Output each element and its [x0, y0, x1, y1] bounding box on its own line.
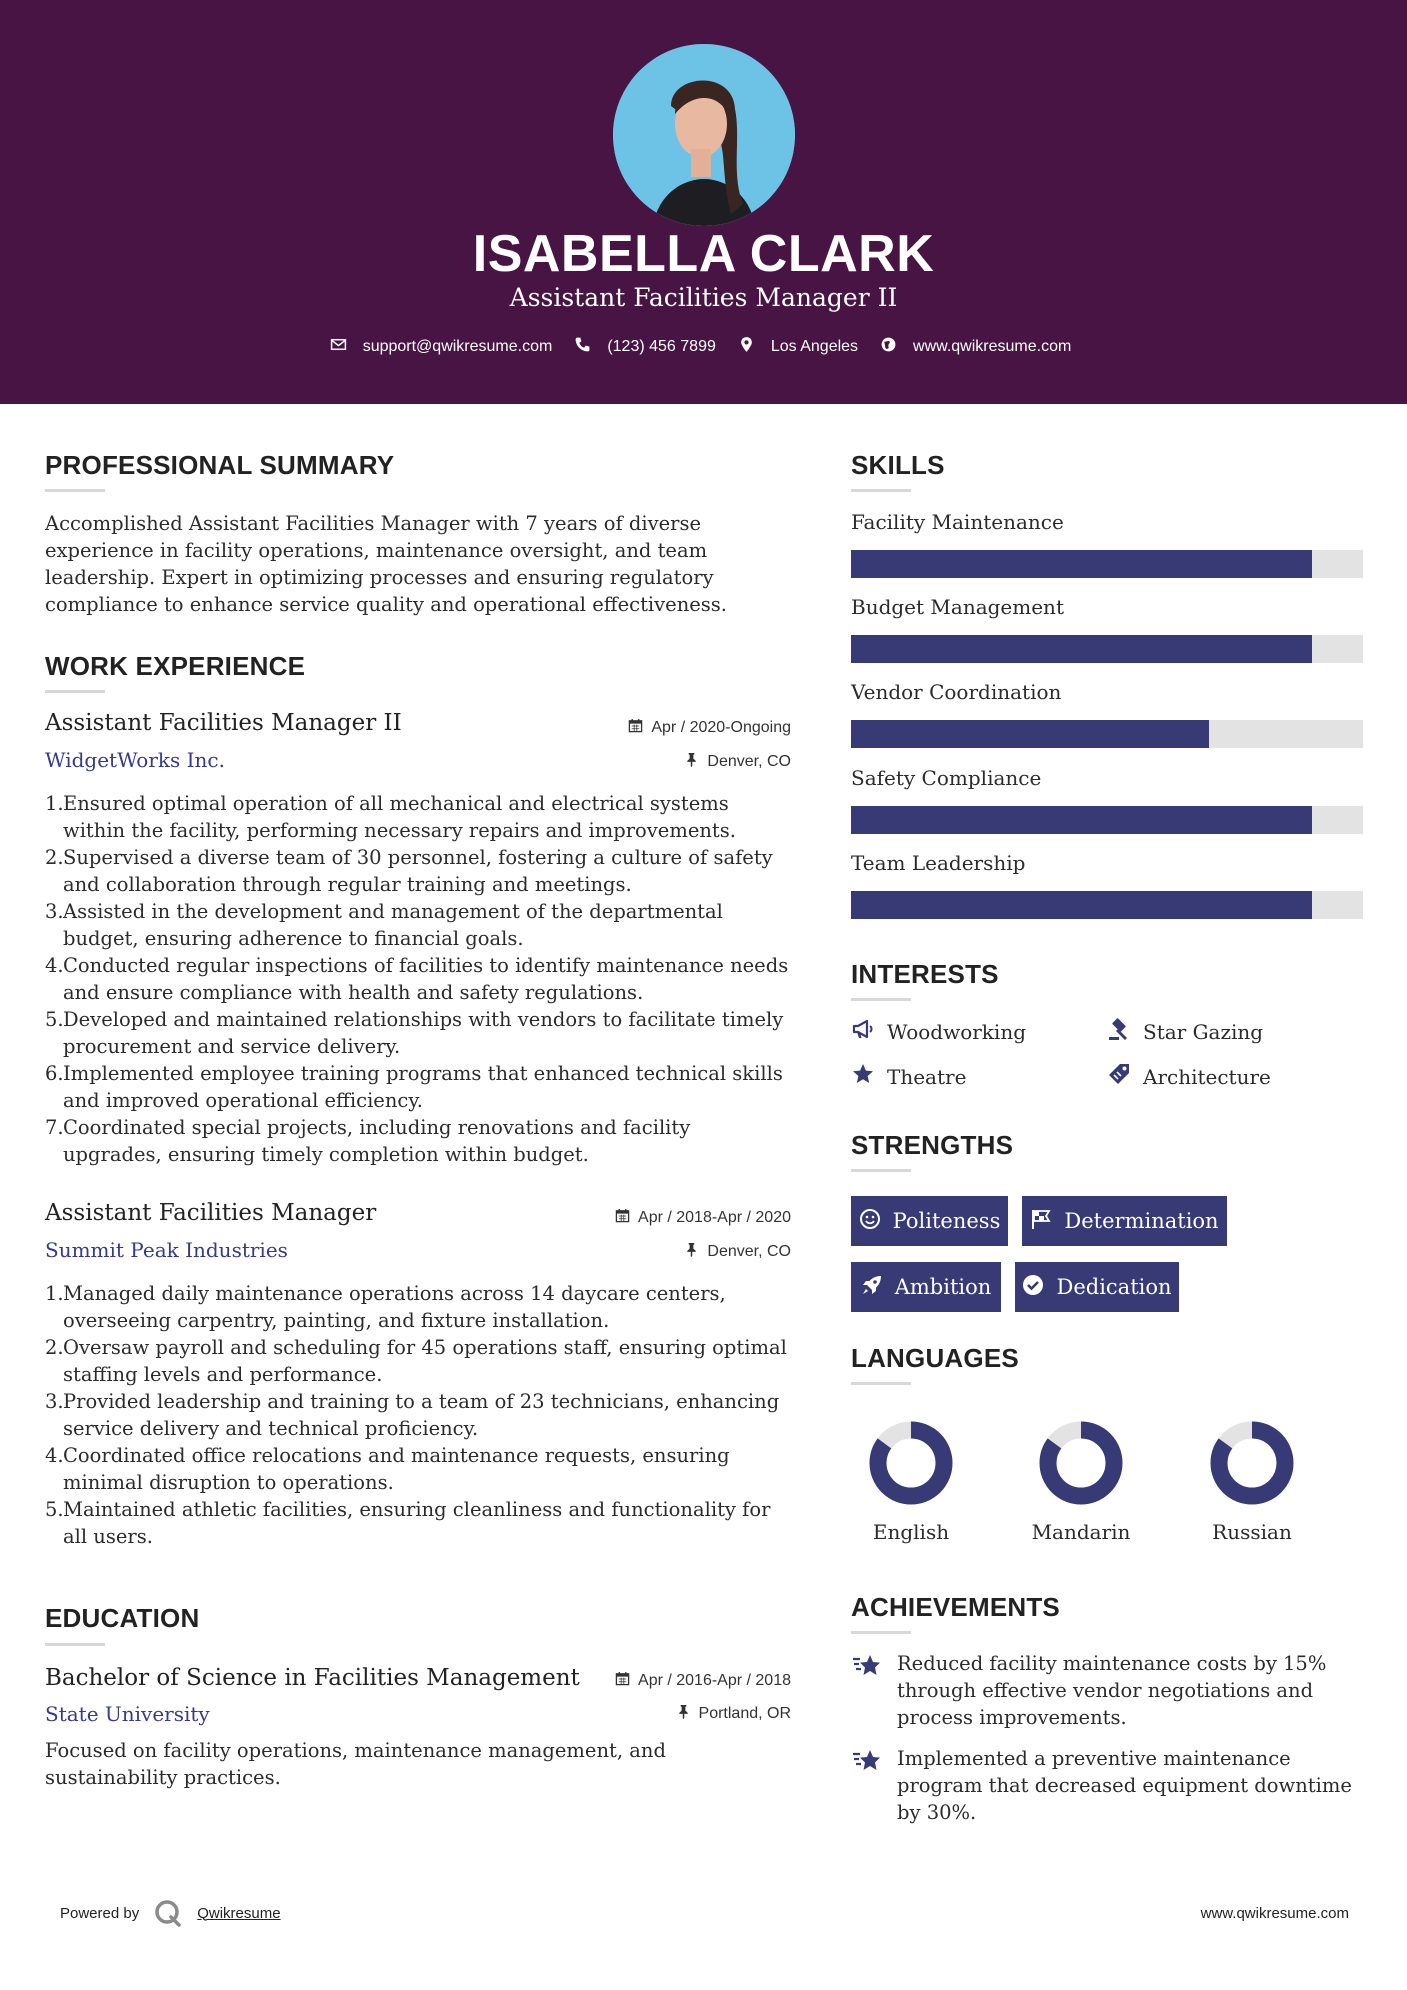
list-item: 7. Coordinated special projects, including renovations and facility upgrades, ensuring timely completion within budget. [45, 1116, 691, 1166]
contact-website[interactable] [880, 336, 1071, 358]
strength-label: Politeness [892, 1209, 1001, 1233]
skill-bar-track [851, 891, 1363, 919]
education-header [45, 1663, 791, 1703]
list-item: 2. Oversaw payroll and scheduling for 45 operations staff, ensuring optimal staffing levels and performance. [45, 1336, 787, 1386]
school-name: State University [45, 1702, 210, 1726]
job-location-text: Denver, CO [707, 753, 791, 770]
check-circle-icon [1022, 1274, 1044, 1301]
rocket-icon [861, 1274, 883, 1301]
job-2-bullets [45, 1280, 795, 1550]
strength-label: Determination [1064, 1209, 1219, 1233]
language-item [1011, 1418, 1151, 1544]
skill-bar-fill [851, 891, 1312, 919]
list-item: 1. Ensured optimal operation of all mechanical and electrical systems within the facility, performing necessary repairs and improvements. [45, 792, 736, 842]
strength-badge [1015, 1262, 1179, 1312]
language-donut [866, 1418, 956, 1508]
languages-heading: LANGUAGES [851, 1343, 1019, 1373]
job-title: Assistant Facilities Manager II [45, 710, 402, 736]
strength-badge [851, 1262, 1001, 1312]
shooting-star-icon [851, 1745, 883, 1826]
interest-item [851, 1062, 966, 1091]
skill-bar-track [851, 550, 1363, 578]
powered-by-text: Powered by [60, 1904, 140, 1922]
contact-bar [0, 336, 1407, 358]
skills-divider [851, 489, 911, 492]
smile-icon [859, 1208, 881, 1235]
interest-label: Woodworking [887, 1019, 1027, 1044]
skill-bar-fill [851, 635, 1312, 663]
skill-bar-track [851, 806, 1363, 834]
list-item: 2. Supervised a diverse team of 30 personnel, fostering a culture of safety and collaboration through regular training and meetings. [45, 846, 773, 896]
achievements-divider [851, 1631, 911, 1634]
skill-name: Budget Management [851, 595, 1064, 619]
calendar-icon [628, 718, 643, 738]
achievements-heading: ACHIEVEMENTS [851, 1592, 1060, 1622]
strength-badge [1022, 1196, 1227, 1246]
language-name: Mandarin [1031, 1520, 1131, 1544]
language-item [841, 1418, 981, 1544]
education-location [676, 1704, 791, 1724]
globe-icon [880, 336, 897, 358]
job-dates-text: Apr / 2018-Apr / 2020 [638, 1209, 791, 1226]
email-text: support@qwikresume.com [362, 338, 553, 355]
candidate-name: ISABELLA CLARK [472, 225, 935, 283]
education-dates-text: Apr / 2016-Apr / 2018 [638, 1672, 791, 1689]
tag-icon [1107, 1062, 1131, 1091]
calendar-icon [615, 1671, 630, 1691]
language-donut [1036, 1418, 1126, 1508]
job-company: Summit Peak Industries [45, 1238, 288, 1262]
job-location [684, 752, 791, 772]
list-item: 3. Provided leadership and training to a team of 23 technicians, enhancing service delivery and technical proficiency. [45, 1390, 780, 1440]
interests-divider [851, 998, 911, 1001]
language-name: English [872, 1520, 950, 1544]
strength-badge [851, 1196, 1008, 1246]
list-item: 6. Implemented employee training programs that enhanced technical skills and improved operational efficiency. [45, 1062, 783, 1112]
list-item: 5. Developed and maintained relationships with vendors to facilitate timely procurement and service delivery. [45, 1008, 784, 1058]
list-item: 3. Assisted in the development and management of the departmental budget, ensuring adherence to financial goals. [45, 900, 723, 950]
skill-bar-fill [851, 806, 1312, 834]
skill-name: Safety Compliance [851, 766, 1042, 790]
strengths-heading: STRENGTHS [851, 1130, 1014, 1160]
interest-label: Theatre [887, 1064, 967, 1089]
contact-location [738, 336, 858, 358]
education-divider [45, 1643, 105, 1646]
achievement-item [851, 1745, 1371, 1826]
education-text: Focused on facility operations, maintenance management, and sustainability practices. [45, 1739, 666, 1789]
achievement-text: Reduced facility maintenance costs by 15% through effective vendor negotiations and process improvements. [897, 1652, 1327, 1729]
interest-item [851, 1017, 1026, 1046]
skill-name: Facility Maintenance [851, 510, 1064, 534]
list-item: 5. Maintained athletic facilities, ensuring cleanliness and functionality for all users. [45, 1498, 771, 1548]
gavel-icon [1107, 1017, 1131, 1046]
education-location-text: Portland, OR [698, 1705, 791, 1722]
strengths-divider [851, 1169, 911, 1172]
interest-item [1107, 1062, 1271, 1091]
interest-label: Star Gazing [1143, 1019, 1264, 1044]
star-icon [851, 1062, 875, 1091]
brand-link[interactable]: Qwikresume [197, 1904, 281, 1922]
job-dates [628, 718, 791, 738]
envelope-icon [330, 336, 347, 358]
experience-heading: WORK EXPERIENCE [45, 651, 306, 681]
experience-divider [45, 690, 105, 693]
list-item: 4. Conducted regular inspections of facilities to identify maintenance needs and ensure compliance with health and safety regulations. [45, 954, 789, 1004]
location-text: Los Angeles [770, 338, 859, 355]
education-heading: EDUCATION [45, 1603, 200, 1633]
job-dates-text: Apr / 2020-Ongoing [651, 719, 791, 736]
footer-url[interactable]: www.qwikresume.com [1200, 1905, 1349, 1922]
job-location-text: Denver, CO [707, 1243, 791, 1260]
summary-heading: PROFESSIONAL SUMMARY [45, 450, 395, 480]
interests-heading: INTERESTS [851, 959, 999, 989]
education-dates [615, 1671, 791, 1691]
achievement-item [851, 1650, 1371, 1731]
contact-phone[interactable] [574, 336, 716, 358]
job-company: WidgetWorks Inc. [45, 748, 225, 772]
job-1-bullets [45, 790, 795, 1168]
job-title: Assistant Facilities Manager [45, 1200, 377, 1226]
resume-header [0, 0, 1407, 404]
calendar-icon [615, 1208, 630, 1228]
website-text: www.qwikresume.com [913, 338, 1072, 355]
candidate-title: Assistant Facilities Manager II [509, 283, 898, 312]
pushpin-icon [684, 1242, 699, 1262]
megaphone-icon [851, 1017, 875, 1046]
skill-name: Team Leadership [851, 851, 1026, 875]
languages-divider [851, 1382, 911, 1385]
skills-heading: SKILLS [851, 450, 945, 480]
pushpin-icon [684, 752, 699, 772]
job-dates [615, 1208, 791, 1228]
phone-icon [574, 336, 591, 358]
degree-title: Bachelor of Science in Facilities Management [45, 1665, 580, 1691]
language-donut [1207, 1418, 1297, 1508]
contact-email[interactable] [330, 336, 553, 358]
language-item [1182, 1418, 1322, 1544]
pushpin-icon [676, 1704, 691, 1724]
strength-label: Dedication [1056, 1275, 1172, 1299]
profile-photo [613, 44, 795, 226]
summary-text: Accomplished Assistant Facilities Manager with 7 years of diverse experience in facility operations, maintenance oversight, and team leadership. Expert in optimizing processes and ensuring regulatory compliance to enhance service quality and operational effectiveness. [45, 512, 728, 616]
map-pin-icon [738, 336, 755, 358]
skill-bar-fill [851, 550, 1312, 578]
job-1-header [45, 708, 791, 748]
list-item: 4. Coordinated office relocations and maintenance requests, ensuring minimal disruption to operations. [45, 1444, 730, 1494]
language-name: Russian [1212, 1520, 1292, 1544]
job-2-header [45, 1198, 791, 1238]
interest-label: Architecture [1143, 1064, 1271, 1089]
skill-bar-track [851, 635, 1363, 663]
skill-bar-fill [851, 720, 1209, 748]
footer-branding [60, 1898, 281, 1928]
skill-name: Vendor Coordination [851, 680, 1062, 704]
achievement-text: Implemented a preventive maintenance program that decreased equipment downtime by 30%. [897, 1747, 1352, 1824]
qwikresume-logo-icon [153, 1898, 183, 1928]
job-location [684, 1242, 791, 1262]
phone-text: (123) 456 7899 [607, 338, 716, 355]
summary-divider [45, 489, 105, 492]
list-item: 1. Managed daily maintenance operations across 14 daycare centers, overseeing carpentry, painting, and fixture installation. [45, 1282, 726, 1332]
interest-item [1107, 1017, 1263, 1046]
skill-bar-track [851, 720, 1363, 748]
flag-icon [1030, 1208, 1052, 1235]
shooting-star-icon [851, 1650, 883, 1731]
strength-label: Ambition [894, 1275, 992, 1299]
